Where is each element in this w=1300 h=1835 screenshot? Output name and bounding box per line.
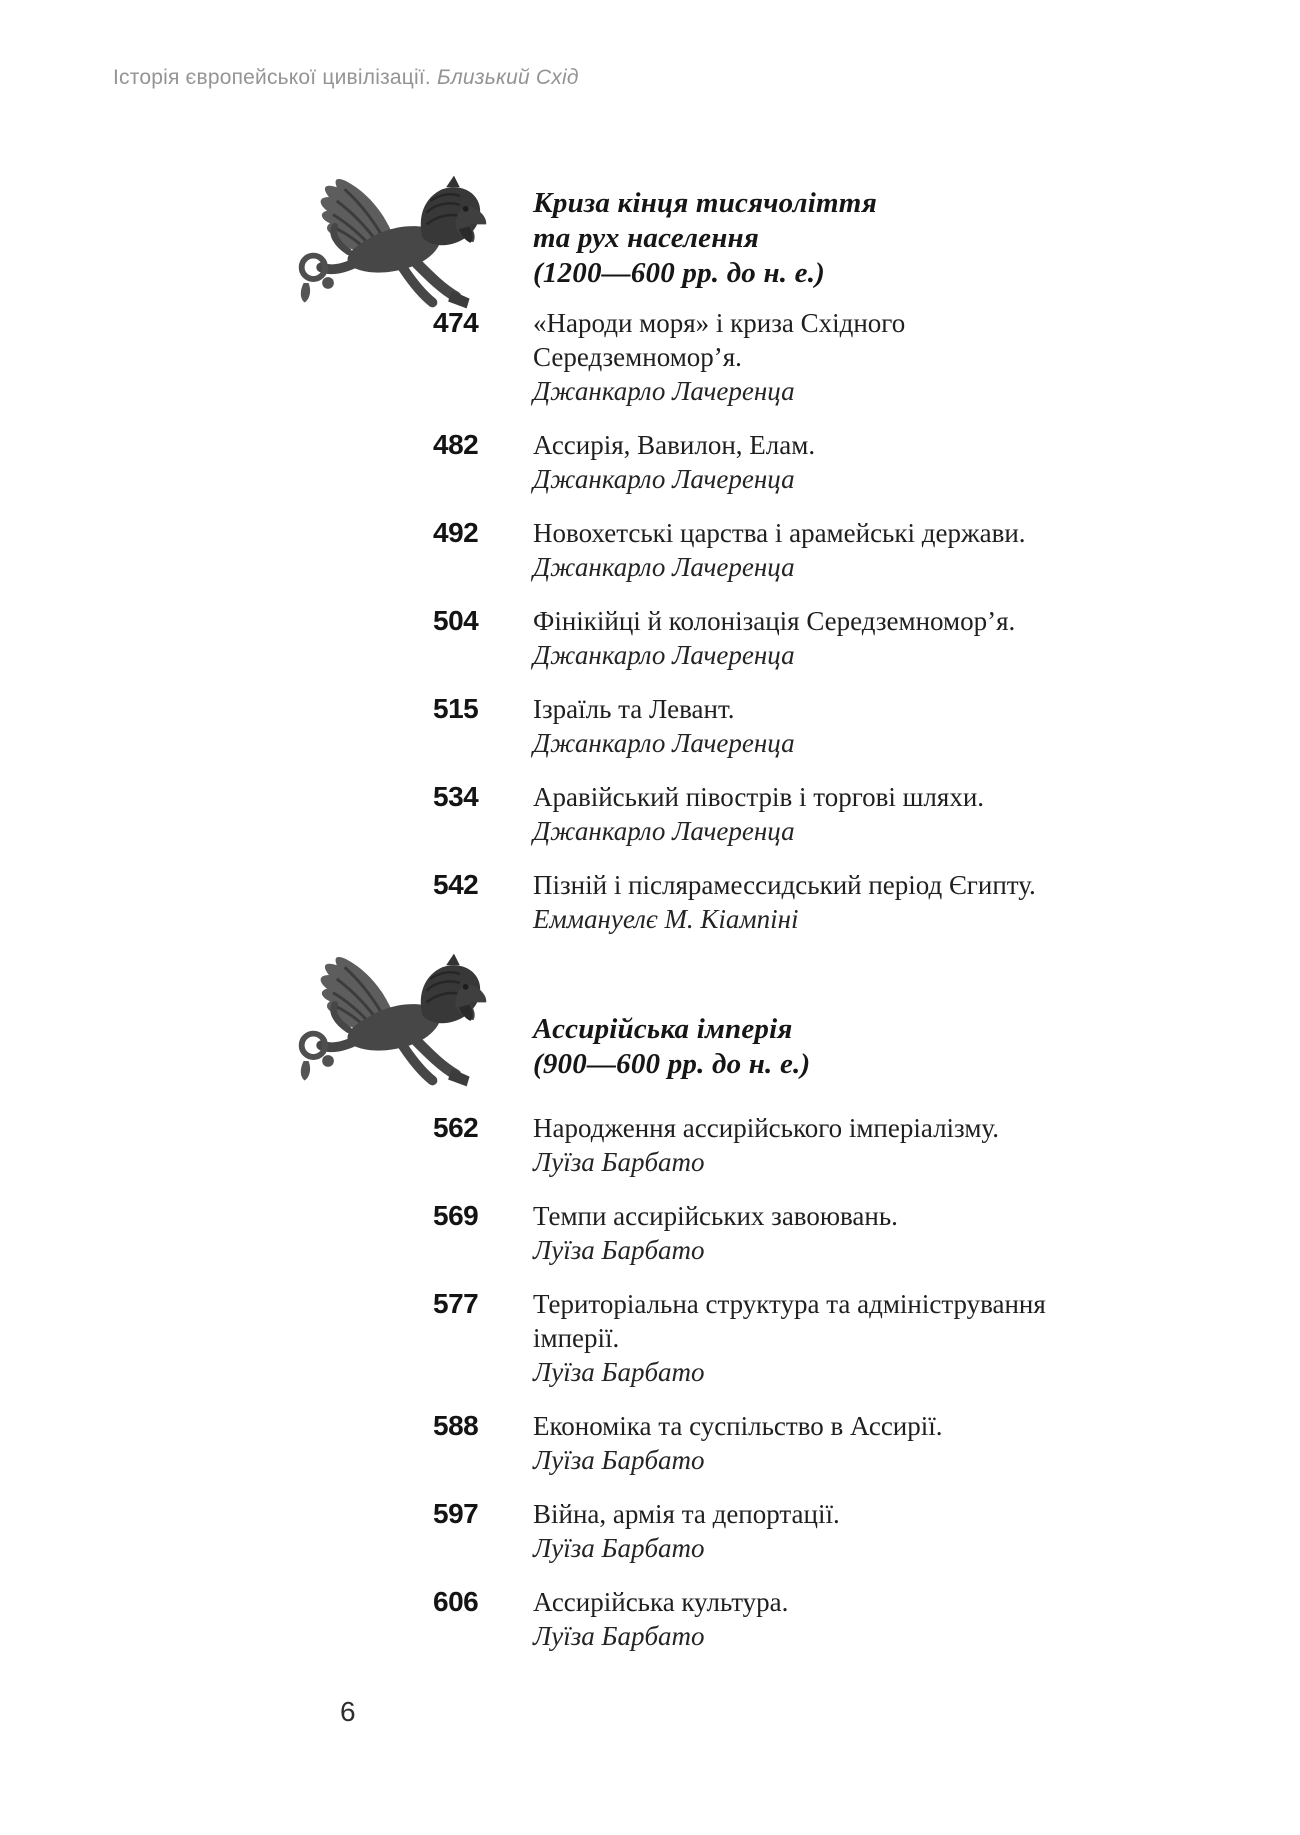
entry-author: Еммануелє М. Кіампіні <box>533 904 799 934</box>
toc-entry <box>433 1199 1213 1267</box>
entry-title <box>533 306 905 374</box>
entry-page-number: 492 <box>433 517 479 548</box>
entry-title <box>533 1409 943 1443</box>
entry-title <box>533 1585 788 1619</box>
entry-page-number: 606 <box>433 1586 479 1617</box>
entry-title-line: Ізраїль та Левант. <box>533 694 735 724</box>
entry-body <box>533 1497 840 1565</box>
entry-body <box>533 1111 999 1179</box>
entry-body <box>533 1287 1046 1389</box>
entry-author: Джанкарло Лачеренца <box>533 640 795 670</box>
toc-entry <box>433 868 1213 936</box>
running-head <box>113 66 579 90</box>
entry-author: Джанкарло Лачеренца <box>533 376 795 406</box>
entry-title <box>533 604 1015 638</box>
toc-entry <box>433 516 1213 584</box>
entry-title <box>533 516 1026 550</box>
entry-author: Джанкарло Лачеренца <box>533 728 795 758</box>
entry-list <box>433 306 1213 956</box>
entry-body <box>533 692 795 760</box>
entry-body <box>533 428 815 496</box>
entry-page-number: 474 <box>433 307 479 338</box>
entry-body <box>533 1199 898 1267</box>
entry-title <box>533 1497 840 1531</box>
section-title-line: Ассирійська імперія <box>533 1013 793 1045</box>
entry-body <box>533 516 1026 584</box>
section-title-line: Криза кінця тисячоліття <box>533 187 877 219</box>
entry-title <box>533 780 984 814</box>
toc-entry <box>433 604 1213 672</box>
entry-title-line: Територіальна структура та адміністрування <box>533 1289 1046 1319</box>
entry-title <box>533 692 795 726</box>
toc-entry <box>433 1287 1213 1389</box>
toc-entry <box>433 428 1213 496</box>
running-head-subtitle: Близький Схід <box>437 66 579 89</box>
entry-title-line: Аравійський півострів і торгові шляхи. <box>533 782 985 812</box>
entry-page-number: 482 <box>433 429 479 460</box>
entry-body <box>533 306 905 408</box>
entry-list <box>433 1111 1213 1673</box>
toc-entry <box>433 1497 1213 1565</box>
winged-lion-icon <box>288 160 493 320</box>
entry-body <box>533 780 984 848</box>
entry-page-number: 569 <box>433 1200 479 1231</box>
entry-body <box>533 604 1015 672</box>
entry-body <box>533 868 1036 936</box>
entry-page-number: 504 <box>433 605 479 636</box>
entry-title <box>533 868 1036 902</box>
entry-title-line: Ассирійська культура. <box>533 1587 789 1617</box>
entry-title-line: Фінікійці й колонізація Середземномор’я. <box>533 606 1016 636</box>
entry-author: Луїза Барбато <box>533 1621 705 1651</box>
toc-entry <box>433 1111 1213 1179</box>
entry-title <box>533 428 815 462</box>
running-head-title: Історія європейської цивілізації. <box>113 66 431 89</box>
entry-page-number: 588 <box>433 1410 479 1441</box>
section-heading <box>533 1012 810 1082</box>
entry-title-line: Темпи ассирійських завоювань. <box>533 1201 898 1231</box>
toc-entry <box>433 1409 1213 1477</box>
toc-entry <box>433 306 1213 408</box>
entry-author: Джанкарло Лачеренца <box>533 464 795 494</box>
entry-author: Луїза Барбато <box>533 1445 705 1475</box>
entry-author: Луїза Барбато <box>533 1357 705 1387</box>
entry-title <box>533 1111 999 1145</box>
entry-author: Джанкарло Лачеренца <box>533 816 795 846</box>
toc-entry <box>433 1585 1213 1653</box>
winged-lion-icon <box>288 938 493 1098</box>
entry-page-number: 597 <box>433 1498 479 1529</box>
entry-author: Джанкарло Лачеренца <box>533 552 795 582</box>
entry-page-number: 515 <box>433 693 479 724</box>
entry-author: Луїза Барбато <box>533 1533 705 1563</box>
entry-title-line: Середземномор’я. <box>533 342 742 372</box>
entry-page-number: 562 <box>433 1112 479 1143</box>
entry-title <box>533 1199 898 1233</box>
entry-body <box>533 1585 788 1653</box>
section-title-line: та рух населення <box>533 222 759 254</box>
section-heading <box>533 186 877 291</box>
entry-title <box>533 1287 1046 1355</box>
page-number: 6 <box>340 1696 356 1727</box>
entry-title-line: Ассирія, Вавилон, Елам. <box>533 430 816 460</box>
entry-title-line: Народження ассирійського імперіалізму. <box>533 1113 999 1143</box>
entry-title-line: Новохетські царства і арамейські держави. <box>533 518 1026 548</box>
entry-title-line: Економіка та суспільство в Ассирії. <box>533 1411 943 1441</box>
entry-page-number: 577 <box>433 1288 479 1319</box>
entry-author: Луїза Барбато <box>533 1235 705 1265</box>
entry-body <box>533 1409 943 1477</box>
section-title-line: (900—600 рр. до н. е.) <box>533 1048 811 1080</box>
toc-entry <box>433 692 1213 760</box>
entry-title-line: Пізній і післярамессидський період Єгипту. <box>533 870 1036 900</box>
section-title-line: (1200—600 рр. до н. е.) <box>533 257 826 289</box>
entry-author: Луїза Барбато <box>533 1147 705 1177</box>
entry-page-number: 542 <box>433 869 479 900</box>
entry-title-line: «Народи моря» і криза Східного <box>533 308 906 338</box>
entry-page-number: 534 <box>433 781 479 812</box>
entry-title-line: імперії. <box>533 1323 620 1353</box>
toc-entry <box>433 780 1213 848</box>
entry-title-line: Війна, армія та депортації. <box>533 1499 840 1529</box>
